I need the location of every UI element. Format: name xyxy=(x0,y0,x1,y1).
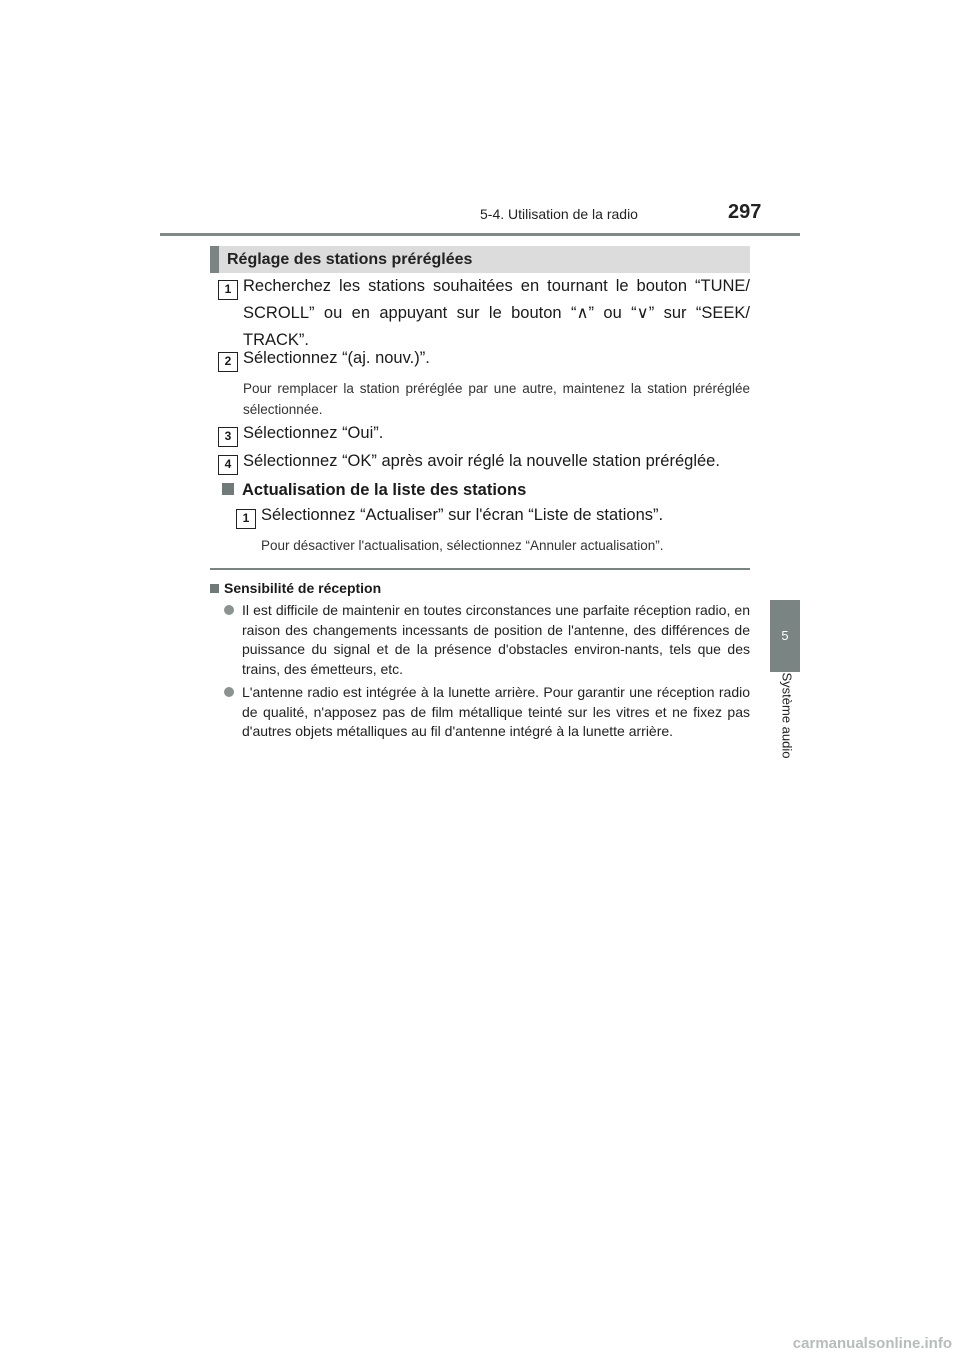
chapter-number: 5 xyxy=(781,628,789,643)
step-text-1: Recherchez les stations souhaitées en tournant le bouton “TUNE/ SCROLL” ou en appuyant sur le bouton “∧” ou “∨” sur “SEEK/ TRACK”. xyxy=(243,277,750,349)
substep-text-1: Sélectionnez “Actualiser” sur l'écran “Liste de stations”. xyxy=(261,506,664,524)
chapter-title: Système audio xyxy=(779,672,795,759)
step-note-2: Pour remplacer la station préréglée par une autre, maintenez la station préréglée sélectionnée. xyxy=(243,381,750,417)
step-number-1: 1 xyxy=(218,280,238,300)
subsection-heading xyxy=(222,481,526,500)
step-text-2: Sélectionnez “(aj. nouv.)”. xyxy=(243,349,430,367)
circle-bullet-icon xyxy=(224,605,234,615)
substep-number-1: 1 xyxy=(236,509,256,529)
step-text-3: Sélectionnez “Oui”. xyxy=(243,424,384,442)
page-number: 297 xyxy=(728,201,762,223)
circle-bullet-icon xyxy=(224,687,234,697)
info-bullet-1: Il est difficile de maintenir en toutes circonstances une parfaite réception radio, en raison des changements incessants de position de l'antenne, des différences de puissance du signal et de la présence d'obstacles environ-nants, tels que des trains, des émetteurs, etc. xyxy=(242,602,750,677)
watermark: carmanualsonline.info xyxy=(792,1335,952,1352)
subsection-title: Actualisation de la liste des stations xyxy=(242,481,527,499)
square-bullet-icon xyxy=(222,483,234,495)
substep-note-1: Pour désactiver l'actualisation, sélectionnez “Annuler actualisation”. xyxy=(261,538,664,553)
header-divider xyxy=(160,233,800,236)
step-text-4: Sélectionnez “OK” après avoir réglé la nouvelle station préréglée. xyxy=(243,452,720,470)
section-title: Réglage des stations préréglées xyxy=(210,246,750,273)
section-divider xyxy=(210,568,750,570)
info-title: Sensibilité de réception xyxy=(224,580,382,596)
step-number-3: 3 xyxy=(218,427,238,447)
info-heading xyxy=(210,580,381,596)
info-bullet-2: L'antenne radio est intégrée à la lunette arrière. Pour garantir une réception radio de qualité, n'apposez pas de film métallique teinté sur les vitres et ne fixez pas d'autres objets métalliques au fil d'antenne intégré à la lunette arrière. xyxy=(242,684,750,739)
step-number-2: 2 xyxy=(218,352,238,372)
square-bullet-icon xyxy=(210,584,219,593)
section-header: 5-4. Utilisation de la radio xyxy=(480,206,638,222)
step-number-4: 4 xyxy=(218,455,238,475)
